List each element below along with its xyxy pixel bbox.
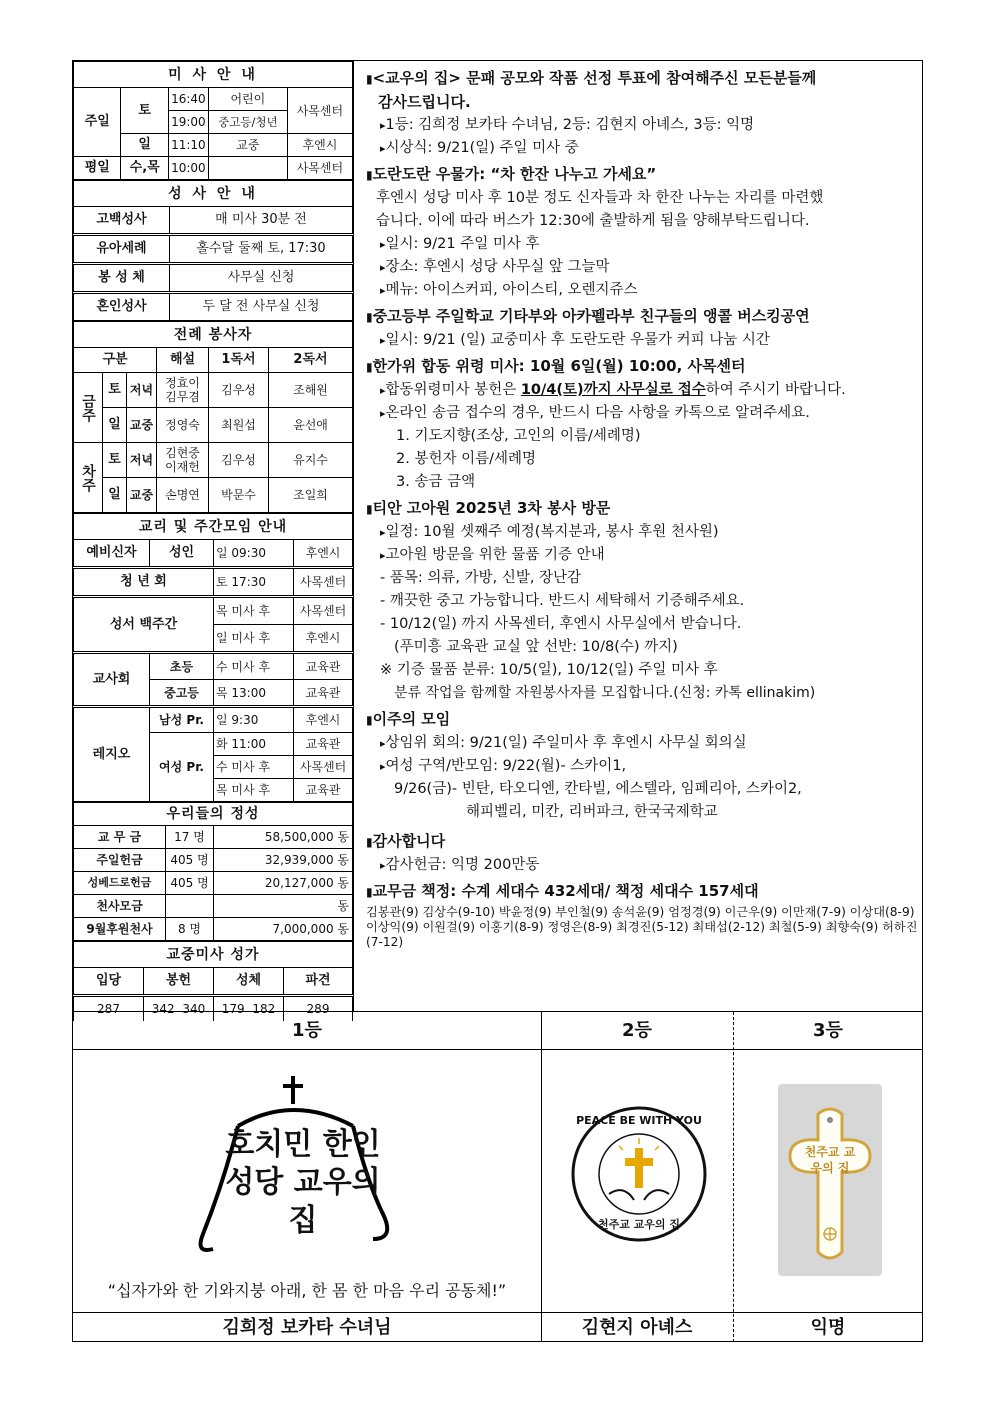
- notice-detail: - 품목: 의류, 가방, 신발, 장난감: [380, 570, 582, 586]
- notice-item: ▸ 고아원 방문을 위한 물품 기증 안내: [366, 544, 918, 567]
- liturgy-table: [73, 321, 353, 513]
- second-place-badge: [569, 1104, 709, 1244]
- sun-label: 일: [121, 134, 169, 157]
- meeting-time: 수 미사 후: [214, 756, 294, 779]
- offering-name: 성베드로헌금: [74, 872, 166, 895]
- offering-count: 17 명: [166, 826, 214, 849]
- meeting-place: 교육관: [294, 653, 353, 680]
- liturgy-reader1: 박문수: [209, 478, 269, 513]
- notice-text: 습니다. 이에 따라 버스가 12:30에 출발하게 됨을 양해부탁드립니다.: [376, 213, 810, 229]
- liturgy-title: 전례 봉사자: [74, 322, 353, 348]
- notice-text: 후엔시 성당 미사 후 10분 정도 신자들과 차 한잔 나누는 자리를 마련했: [376, 190, 824, 206]
- badge-bottom-text: 천주교 교우의 집: [597, 1218, 681, 1231]
- first-place-name: 김희정 보카타 수녀님: [73, 1312, 541, 1343]
- notice-detail: (푸미흥 교육관 교실 앞 선반: 10/8(수) 까지): [394, 639, 678, 655]
- meeting-time: 목 미사 후: [214, 779, 294, 802]
- notice-item: ▸ 상임위 회의: 9/21(일) 주일미사 후 후엔시 사무실 회의실: [366, 732, 918, 755]
- meeting-time: 일 미사 후: [214, 625, 294, 653]
- notice-item: ▸ 여성 구역/반모임: 9/22(월)- 스카이1,: [366, 755, 918, 778]
- notice-title: ▮ 이주의 모임: [366, 708, 918, 732]
- meeting-place: 후엔시: [294, 707, 353, 733]
- liturgy-header: 구분: [74, 348, 157, 373]
- liturgy-commentator: 김현중 이재헌: [157, 443, 209, 478]
- notice-list-item: 3. 송금 금액: [396, 474, 476, 490]
- liturgy-mass: 저녁: [127, 373, 157, 408]
- teachers-label: 교사회: [74, 653, 150, 707]
- offering-amount: 동: [214, 895, 353, 918]
- liturgy-header: 1독서: [209, 348, 269, 373]
- sacrament-name: 고백성사: [74, 207, 170, 235]
- meeting-place: 사목센터: [294, 597, 353, 625]
- second-place-name: 김현지 아녜스: [541, 1312, 733, 1343]
- sacrament-info: 두 달 전 사무실 신청: [170, 293, 353, 321]
- notice-list-item: 9/26(금)- 빈탄, 타오디엔, 칸타빌, 에스텔라, 임페리아, 스카이2,: [394, 781, 802, 797]
- third-place-header: 3등: [733, 1012, 923, 1050]
- notice-title: ▮ 감사합니다: [366, 830, 918, 854]
- notice-item: ▸ 장소: 후엔시 성당 사무실 앞 그늘막: [366, 256, 918, 279]
- offering-count: 8 명: [166, 918, 214, 941]
- mass-target: [208, 157, 287, 180]
- liturgy-mass: 저녁: [127, 443, 157, 478]
- meeting-time: 일 9:30: [214, 707, 294, 733]
- meeting-place: 교육관: [294, 733, 353, 756]
- elem-label: 초등: [150, 653, 214, 680]
- logo-lettering: 호치민 한인성당 교우의 집: [225, 1127, 381, 1238]
- weekday-label: 평일: [74, 157, 121, 180]
- meeting-time: 수 미사 후: [214, 653, 294, 680]
- offering-amount: 7,000,000 동: [214, 918, 353, 941]
- notice-detail: - 10/12(일) 까지 사목센터, 후엔시 사무실에서 받습니다.: [380, 616, 742, 632]
- offering-amount: 20,127,000 동: [214, 872, 353, 895]
- women-label: 여성 Pr.: [150, 733, 214, 802]
- notice-item: ▸ 1등: 김희정 보카타 수녀님, 2등: 김현지 아녜스, 3등: 익명: [366, 114, 918, 137]
- mass-target: 교중: [208, 134, 287, 157]
- mass-time: 10:00: [168, 157, 208, 180]
- sacrament-title: 성 사 안 내: [74, 181, 353, 207]
- mass-time: 11:10: [168, 134, 208, 157]
- bible-label: 성서 백주간: [74, 597, 214, 653]
- meeting-time: 목 13:00: [214, 680, 294, 707]
- meeting-place: 후엔시: [294, 540, 353, 568]
- sacrament-name: 봉 성 체: [74, 264, 170, 293]
- notice-text: 합동위령미사 봉헌은: [385, 382, 521, 398]
- meeting-place: 후엔시: [294, 625, 353, 653]
- hymns-table: [73, 941, 353, 1021]
- hymn-number: 342 340: [144, 996, 214, 1022]
- meeting-place: 교육관: [294, 680, 353, 707]
- notice-detail: - 깨끗한 중고 가능합니다. 반드시 세탁해서 기증해주세요.: [380, 593, 745, 609]
- meeting-place: 사목센터: [294, 568, 353, 597]
- sacrament-info: 홀수달 둘째 토, 17:30: [170, 235, 353, 264]
- notice-item: [366, 379, 918, 402]
- liturgy-day: 토: [103, 373, 127, 408]
- hymn-number: 179 182: [214, 996, 284, 1022]
- hymn-header: 봉헌: [144, 968, 214, 996]
- hymn-header: 입당: [74, 968, 144, 996]
- cross-tag-icon: [778, 1084, 882, 1276]
- offering-title: 우리들의 정성: [74, 803, 353, 826]
- notice-title-cont: 감사드립니다.: [378, 93, 471, 111]
- liturgy-day: 일: [103, 408, 127, 443]
- notice-item: ▸ 온라인 송금 접수의 경우, 반드시 다음 사항을 카톡으로 알려주세요.: [366, 402, 918, 425]
- hymn-number: 289: [284, 996, 353, 1022]
- notice-item: ▸ 시상식: 9/21(일) 주일 미사 중: [366, 137, 918, 160]
- saturday-label: 토: [121, 88, 169, 134]
- this-week-label: 금주: [74, 373, 103, 443]
- offering-count: 405 명: [166, 849, 214, 872]
- sacrament-name: 혼인성사: [74, 293, 170, 321]
- notice-title: ▮ 중고등부 주일학교 기타부와 아카펠라부 친구들의 앵콜 버스킹공연: [366, 305, 918, 329]
- liturgy-day: 일: [103, 478, 127, 513]
- meetings-title: 교리 및 주간모임 안내: [74, 514, 353, 540]
- sacrament-name: 유아세례: [74, 235, 170, 264]
- meeting-time: 일 09:30: [214, 540, 294, 568]
- offering-count: 405 명: [166, 872, 214, 895]
- notice-item: ▸ 일정: 10월 셋째주 예정(복지분과, 봉사 후원 천사원): [366, 521, 918, 544]
- hymns-title: 교중미사 성가: [74, 942, 353, 968]
- mid-label: 중고등: [150, 680, 214, 707]
- legio-label: 레지오: [74, 707, 150, 802]
- liturgy-reader1: 최원섭: [209, 408, 269, 443]
- catechumen-label: 예비신자: [74, 540, 150, 568]
- winners-panel: [72, 1011, 923, 1342]
- liturgy-header: 2독서: [269, 348, 353, 373]
- notice-title: ▮ 교무금 책정: 수계 세대수 432세대/ 책정 세대수 157세대: [366, 880, 918, 904]
- offering-table: [73, 802, 353, 941]
- liturgy-mass: 교중: [127, 478, 157, 513]
- tag-lettering: 천주교 교우의 집: [804, 1145, 856, 1175]
- liturgy-header: 해설: [157, 348, 209, 373]
- sacrament-info: 매 미사 30분 전: [170, 207, 353, 235]
- sunday-label: 주일: [74, 88, 121, 157]
- liturgy-reader2: 조일희: [269, 478, 353, 513]
- adult-label: 성인: [150, 540, 214, 568]
- next-week-label: 차주: [74, 443, 103, 513]
- offering-name: 교 무 금: [74, 826, 166, 849]
- notice-title: ▮ 한가위 합동 위령 미사: 10월 6일(월) 10:00, 사목센터: [366, 355, 918, 379]
- notice-list-item: 1. 기도지향(조상, 고인의 이름/세례명): [396, 428, 641, 444]
- mass-title: 미 사 안 내: [74, 62, 353, 88]
- notice-item: ▸ 메뉴: 아이스커피, 아이스티, 오렌지쥬스: [366, 279, 918, 302]
- mass-place: 사목센터: [287, 88, 352, 134]
- hymn-number: 287: [74, 996, 144, 1022]
- mass-target: 어린이: [208, 88, 287, 111]
- liturgy-commentator: 정효이 김무겸: [157, 373, 209, 408]
- meeting-place: 사목센터: [294, 756, 353, 779]
- sacrament-info: 사무실 신청: [170, 264, 353, 293]
- divider: [733, 1012, 734, 1342]
- offering-name: 천사모금: [74, 895, 166, 918]
- liturgy-day: 토: [103, 443, 127, 478]
- liturgy-reader1: 김우성: [209, 373, 269, 408]
- hymn-header: 성체: [214, 968, 284, 996]
- notice-deadline: 10/4(토)까지 사무실로 접수: [520, 382, 706, 398]
- meeting-time: 목 미사 후: [214, 597, 294, 625]
- notice-title: ▮ 티안 고아원 2025년 3차 봉사 방문: [366, 497, 918, 521]
- mass-place: 사목센터: [287, 157, 352, 180]
- left-info-panel: [72, 60, 354, 1016]
- notice-item: ▸ 감사헌금: 익명 200만동: [366, 854, 918, 877]
- youth-label: 청 년 회: [74, 568, 214, 597]
- liturgy-commentator: 손명연: [157, 478, 209, 513]
- notice-detail: 분류 작업을 함께할 자원봉사자를 모집합니다.(신청: 카톡 ellinakim): [394, 685, 816, 701]
- badge-ring-text: PEACE BE WITH YOU: [576, 1114, 702, 1127]
- notice-list-item: 2. 봉헌자 이름/세례명: [396, 451, 536, 467]
- mass-place: 후엔시: [287, 134, 352, 157]
- liturgy-reader2: 조해원: [269, 373, 353, 408]
- divider: [541, 1012, 542, 1342]
- liturgy-reader2: 유지수: [269, 443, 353, 478]
- second-place-header: 2등: [541, 1012, 733, 1050]
- offering-amount: 58,500,000 동: [214, 826, 353, 849]
- wedthu-label: 수,목: [121, 157, 169, 180]
- notices-panel: [354, 60, 923, 1012]
- offering-name: 주일헌금: [74, 849, 166, 872]
- liturgy-reader1: 김우성: [209, 443, 269, 478]
- sacrament-table: [73, 180, 353, 321]
- third-place-name: 익명: [733, 1312, 923, 1343]
- men-label: 남성 Pr.: [150, 707, 214, 733]
- offering-amount: 32,939,000 동: [214, 849, 353, 872]
- notice-item: ▸ 일시: 9/21 주일 미사 후: [366, 233, 918, 256]
- notice-item: ▸ 일시: 9/21 (일) 교중미사 후 도란도란 우물가 커피 나눔 시간: [366, 329, 918, 352]
- pledge-names: 김봉관(9) 김상수(9-10) 박윤정(9) 부인철(9) 송석윤(9) 엄정경(9) 이근우(9) 이만재(7-9) 이상대(8-9) 이상익(9) 이원걸(9) 이홍기(8-9) 정영은(8-9) 최경진(5-12) 최태섭(2-12) 최철(5-9) 최향숙(9) 허하진(7-12): [366, 905, 918, 949]
- first-place-logo: [183, 1064, 423, 1274]
- mass-table: [73, 61, 353, 180]
- meeting-place: 교육관: [294, 779, 353, 802]
- notice-title: ▮ 도란도란 우물가: “차 한잔 나누고 가세요”: [366, 163, 918, 187]
- third-place-tag-photo: [778, 1084, 882, 1276]
- offering-count: [166, 895, 214, 918]
- notice-list-item: 해피벨리, 미칸, 리버파크, 한국국제학교: [466, 804, 718, 820]
- liturgy-mass: 교중: [127, 408, 157, 443]
- mass-time: 19:00: [168, 111, 208, 134]
- first-place-caption: “십자가와 한 기와지붕 아래, 한 몸 한 마음 우리 공동체!”: [107, 1281, 507, 1300]
- liturgy-reader2: 윤선애: [269, 408, 353, 443]
- notice-text: 하여 주시기 바랍니다.: [705, 382, 846, 398]
- offering-name: 9월후원천사: [74, 918, 166, 941]
- mass-time: 16:40: [168, 88, 208, 111]
- meeting-time: 화 11:00: [214, 733, 294, 756]
- notice-title: ▮ <교우의 집> 문패 공모와 작품 선정 투표에 참여해주신 모든분들께: [366, 67, 918, 91]
- notice-detail: ※ 기증 물품 분류: 10/5(일), 10/12(일) 주일 미사 후: [380, 662, 718, 678]
- mass-target: 중고등/청년: [208, 111, 287, 134]
- hymn-header: 파견: [284, 968, 353, 996]
- first-place-header: 1등: [73, 1012, 541, 1050]
- meetings-table: [73, 513, 353, 802]
- meeting-time: 토 17:30: [214, 568, 294, 597]
- liturgy-commentator: 정영숙: [157, 408, 209, 443]
